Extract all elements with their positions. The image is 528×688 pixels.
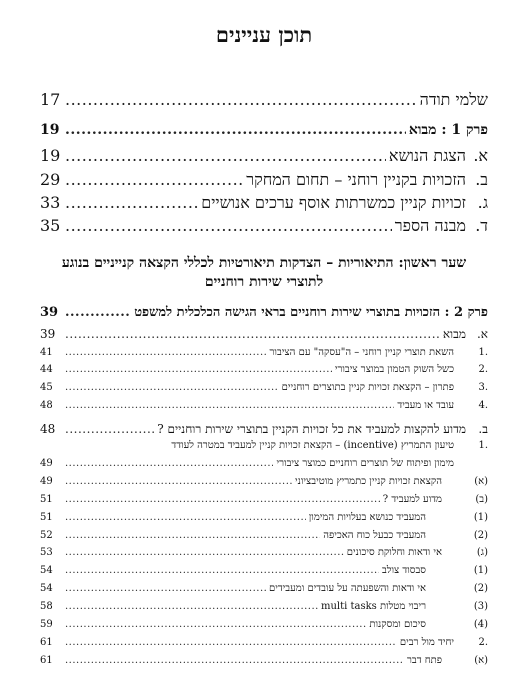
leader-dots xyxy=(65,90,417,109)
leader-dots xyxy=(65,422,154,436)
toc-entry-chapter xyxy=(40,122,488,140)
entry-page: 54 xyxy=(40,583,53,594)
part-heading-line2: לתוצרי שירות רוחניים xyxy=(204,274,324,290)
entry-num: .1 xyxy=(478,440,488,451)
leader-dots xyxy=(65,216,392,235)
entry-page: 49 xyxy=(40,476,53,487)
entry-text: סיכום ומסקנות xyxy=(369,619,426,630)
page-title: תוכן עניינים xyxy=(215,22,313,47)
entry-num: (4) xyxy=(473,619,488,630)
leader-dots xyxy=(65,364,332,375)
entry-num: .2 xyxy=(478,637,488,648)
toc-entry xyxy=(40,382,488,400)
toc-entry xyxy=(40,637,488,655)
entry-num: (1) xyxy=(473,565,488,576)
leader-dots xyxy=(65,565,379,576)
entry-num: (3) xyxy=(473,601,488,612)
entry-page: 29 xyxy=(40,170,61,189)
leader-dots xyxy=(65,122,406,138)
toc-entry-chapter xyxy=(40,304,488,322)
entry-page: 53 xyxy=(40,547,53,558)
entry-text: אי ודאות וחלוקת סיכונים xyxy=(346,547,442,558)
leader-dots xyxy=(65,547,344,558)
leader-dots xyxy=(65,512,306,523)
entry-text: מימון ופיתוח של תוצרים רוחניים כמוצר ציבורי xyxy=(276,458,454,469)
entry-num: ד. xyxy=(475,216,488,235)
entry-page: 59 xyxy=(40,619,53,630)
entry-text: הקצאת זכויות קניין כתמריץ מוטיבציוני xyxy=(295,476,442,487)
entry-text: מדוע למעביד ? xyxy=(382,494,442,505)
entry-page: 19 xyxy=(40,146,61,165)
toc-entry xyxy=(40,619,488,637)
entry-text: אי ודאות והשפעתה על עובדים ומעבידים xyxy=(269,583,426,594)
entry-num: (א) xyxy=(474,655,488,666)
entry-page: 51 xyxy=(40,494,53,505)
entry-text: פרק 1 : מבוא xyxy=(408,122,488,138)
entry-text: סבסוד צולב xyxy=(381,565,426,576)
entry-page: 19 xyxy=(40,122,60,138)
entry-num: .3 xyxy=(478,382,488,393)
toc-entry xyxy=(40,216,488,234)
entry-text: המעביד כנושא בעלויות המימון xyxy=(308,512,426,523)
toc-entry xyxy=(40,494,488,512)
entry-page: 35 xyxy=(40,216,61,235)
entry-num: (2) xyxy=(473,530,488,541)
entry-text: עובד או מעביד xyxy=(397,400,454,411)
entry-page: 54 xyxy=(40,565,53,576)
toc-entry xyxy=(40,327,488,345)
toc-entry xyxy=(40,170,488,188)
entry-page: 48 xyxy=(40,422,56,436)
entry-page: 48 xyxy=(40,400,53,411)
entry-num: (ג) xyxy=(476,547,488,558)
entry-text: שלמי תודה xyxy=(419,90,488,109)
entry-page: 41 xyxy=(40,347,53,358)
entry-num: (2) xyxy=(473,583,488,594)
toc-entry xyxy=(40,422,488,440)
toc-entry xyxy=(40,583,488,601)
entry-text: ריבוי מטלות multi tasks xyxy=(320,601,426,612)
entry-num: א. xyxy=(473,146,488,165)
entry-page: 49 xyxy=(40,458,53,469)
leader-dots xyxy=(65,305,131,320)
leader-dots xyxy=(65,476,292,487)
leader-dots xyxy=(65,530,320,541)
entry-page: 44 xyxy=(40,364,53,375)
toc-entry xyxy=(40,458,488,476)
entry-text: כשל השוק הטמון במוצר ציבורי xyxy=(334,364,454,375)
entry-text: פתח דבר xyxy=(407,655,442,666)
leader-dots xyxy=(65,146,386,165)
entry-page: 52 xyxy=(40,530,53,541)
toc-entry xyxy=(40,347,488,365)
leader-dots xyxy=(65,400,394,411)
entry-text: פרק 2 : הזכויות בתוצרי שירות רוחניים בראי הגישה הכלכלית למשפט xyxy=(134,305,488,320)
entry-page: 45 xyxy=(40,382,53,393)
entry-page: 39 xyxy=(40,305,59,320)
entry-num: (ב) xyxy=(475,494,488,505)
toc-entry xyxy=(40,146,488,164)
entry-text: הצגת הנושא xyxy=(388,146,466,165)
entry-text: יחיד מול רבים xyxy=(399,637,454,648)
entry-page: 61 xyxy=(40,655,53,666)
entry-text: הזכויות בקניין רוחני – תחום המחקר xyxy=(246,170,466,189)
toc-entry xyxy=(40,530,488,548)
entry-page: 61 xyxy=(40,637,53,648)
toc-entry xyxy=(40,565,488,583)
entry-num: ב. xyxy=(475,170,488,189)
leader-dots xyxy=(65,619,366,630)
entry-page: 17 xyxy=(40,90,61,109)
leader-dots xyxy=(65,583,266,594)
toc-entry xyxy=(40,476,488,494)
entry-text: מדוע להקצות למעביד את כל זכויות הקניין בתוצרי שירות רוחניים ? xyxy=(157,422,466,436)
entry-text: מבנה הספר xyxy=(394,216,466,235)
leader-dots xyxy=(65,494,380,505)
toc-entry xyxy=(40,601,488,619)
toc-entry xyxy=(40,440,488,458)
leader-dots xyxy=(65,637,397,648)
leader-dots xyxy=(65,382,279,393)
toc-entry xyxy=(40,364,488,382)
toc-entry xyxy=(40,512,488,530)
entry-page: 51 xyxy=(40,512,53,523)
entry-num: ב. xyxy=(478,422,488,436)
leader-dots xyxy=(65,655,404,666)
entry-num: ג. xyxy=(477,193,488,212)
entry-text: זכויות קניין כמשרתות אוסף ערכים אנושיים xyxy=(201,193,466,212)
leader-dots xyxy=(65,601,318,612)
leader-dots xyxy=(65,193,198,212)
leader-dots xyxy=(65,170,243,189)
leader-dots xyxy=(65,347,267,358)
toc-entry xyxy=(40,547,488,565)
entry-text: טיעון התמריץ (incentive) – הקצאת זכויות קניין למעביד במטרה לעודד xyxy=(171,440,454,451)
entry-text: פתרון – הקצאת זכויות קניין בתוצרים רוחניים xyxy=(281,382,454,393)
entry-num: .4 xyxy=(478,400,488,411)
entry-num: .1 xyxy=(478,347,488,358)
toc-entry xyxy=(40,193,488,211)
entry-page: 33 xyxy=(40,193,61,212)
entry-text: המעביד כבעל כוח האכיפה xyxy=(323,530,426,541)
part-heading-line1: שער ראשון: התיאוריות – הצדקות תיאורטיות לכללי הקצאה קנייניים בנוגע xyxy=(61,255,467,271)
entry-num: (1) xyxy=(473,512,488,523)
entry-text: מבוא xyxy=(442,327,466,341)
toc-entry xyxy=(40,655,488,673)
part-heading xyxy=(40,254,488,292)
toc-entry xyxy=(40,400,488,418)
leader-dots xyxy=(65,327,440,341)
entry-page: 58 xyxy=(40,601,53,612)
entry-page: 39 xyxy=(40,327,56,341)
entry-num: (א) xyxy=(474,476,488,487)
entry-num: .2 xyxy=(478,364,488,375)
toc-entry xyxy=(40,90,488,108)
entry-num: א. xyxy=(476,327,488,341)
entry-text: השאת תוצרי קניין רוחני – ה"עסקה" עם הציבור xyxy=(269,347,454,358)
leader-dots xyxy=(65,458,273,469)
